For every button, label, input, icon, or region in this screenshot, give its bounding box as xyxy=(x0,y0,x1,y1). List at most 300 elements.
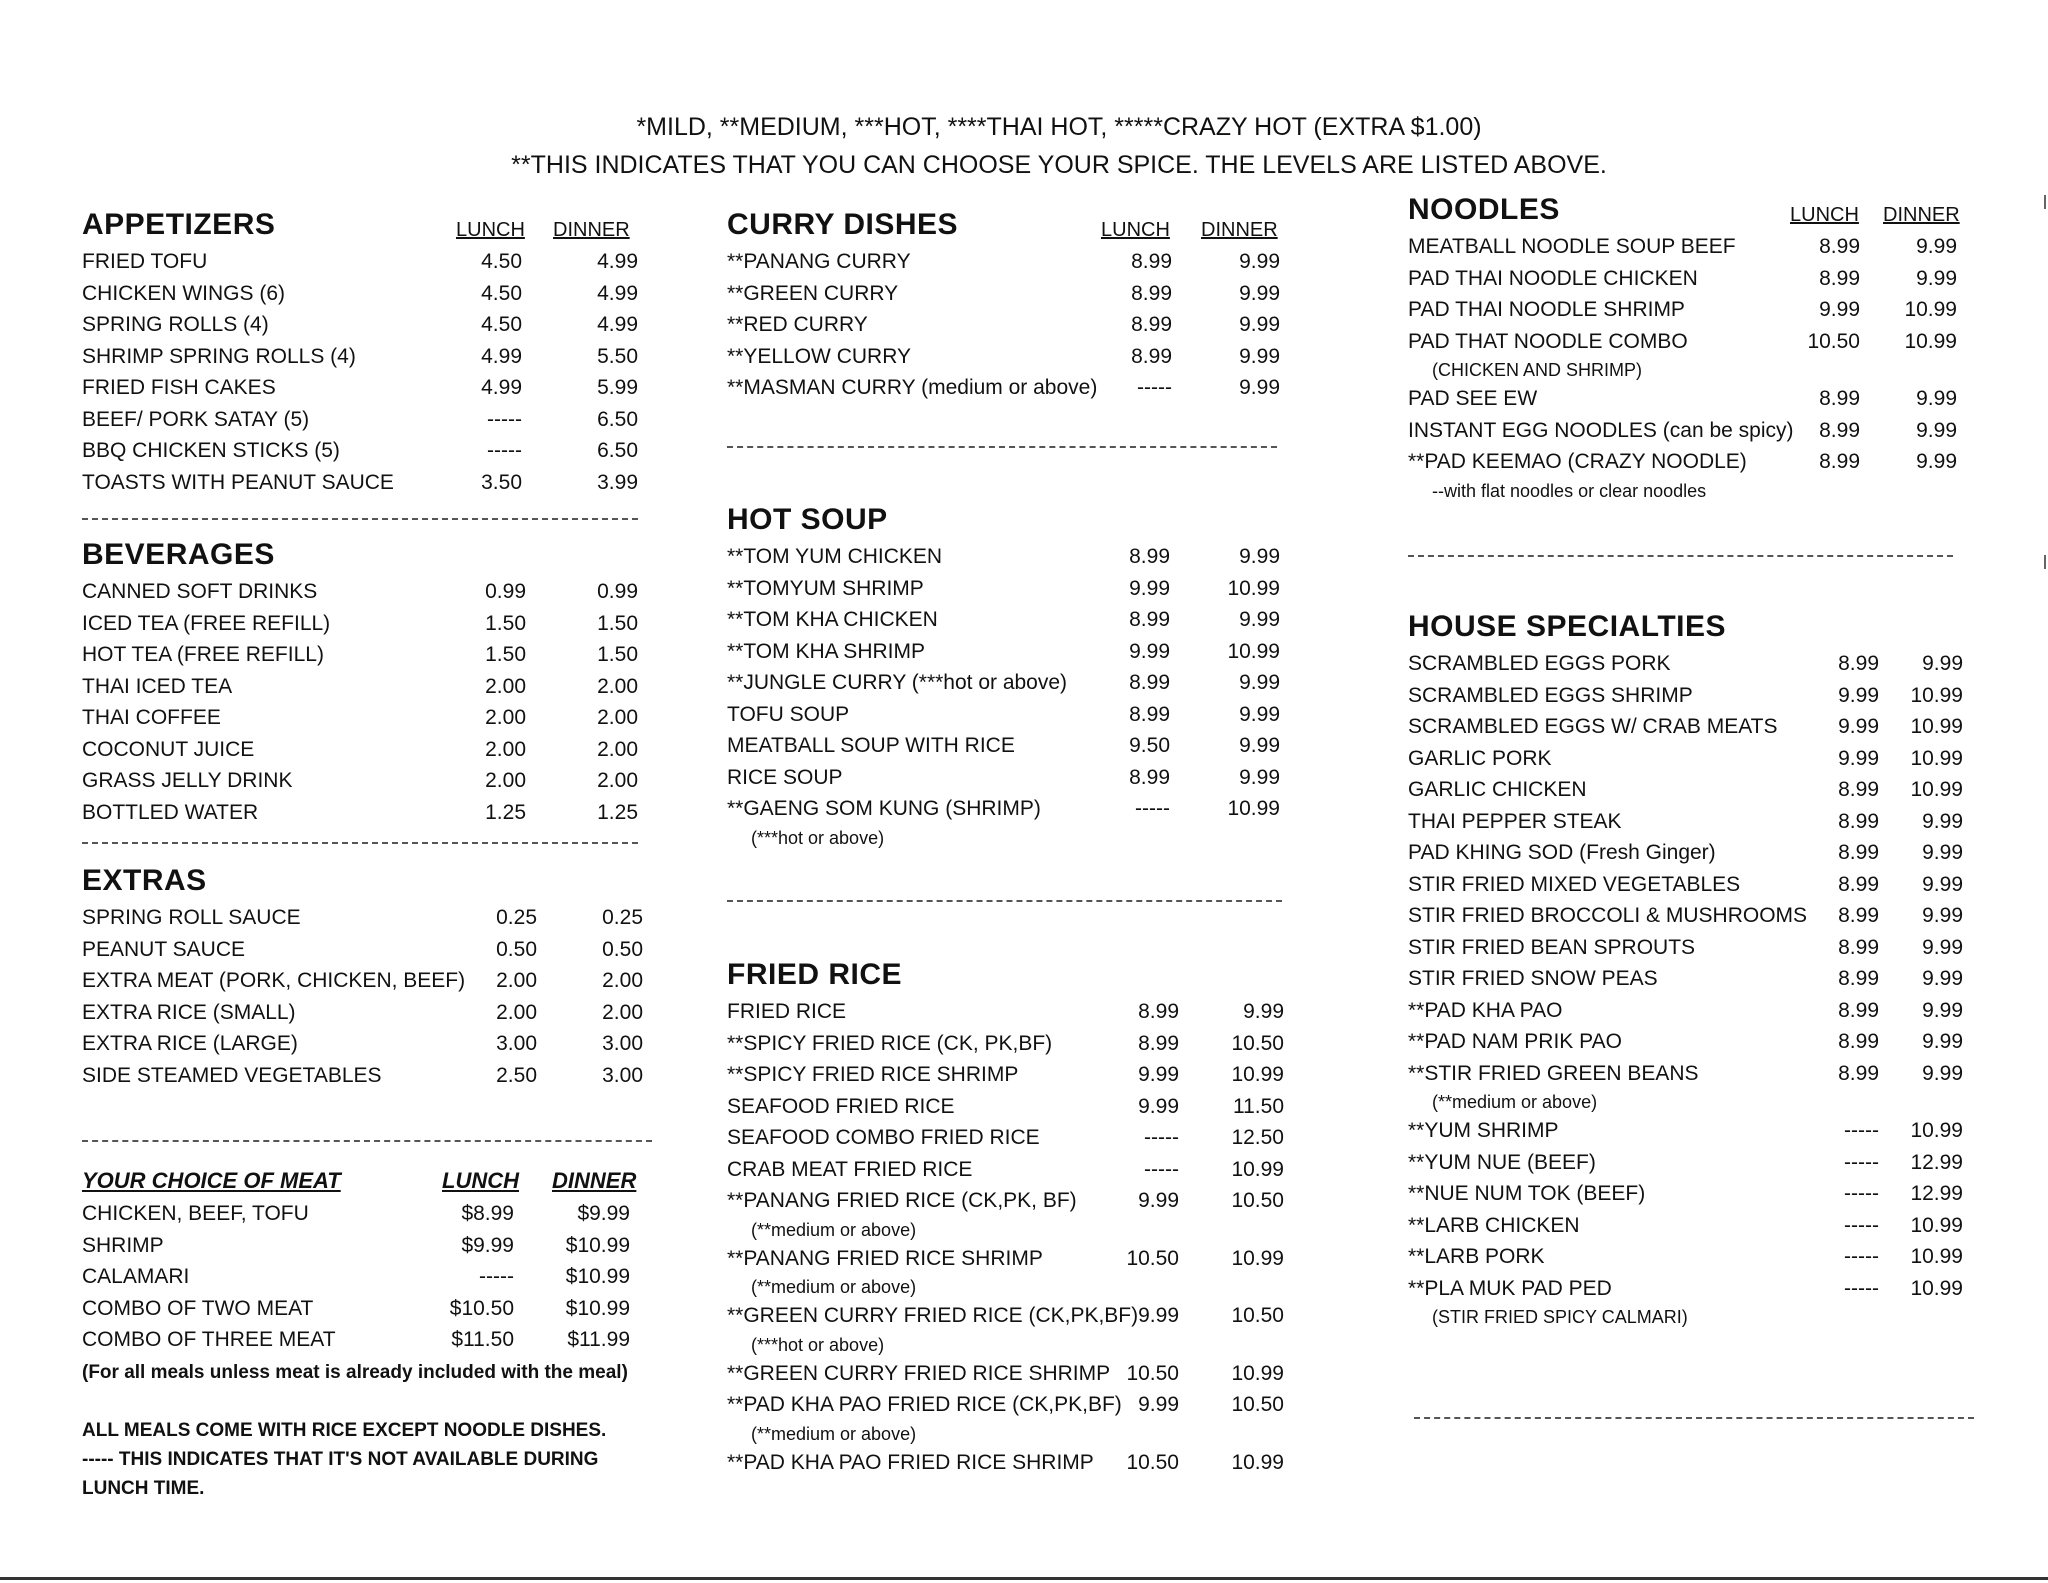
item-name: FRIED RICE xyxy=(727,1000,847,1023)
item-name: GARLIC CHICKEN xyxy=(1408,778,1587,801)
menu-item xyxy=(727,1447,1287,1479)
dinner-price: 10.99 xyxy=(1231,1246,1284,1270)
lunch-price: ----- xyxy=(1844,1182,1879,1205)
dinner-price: 9.99 xyxy=(1916,387,1957,410)
item-name: **TOMYUM SHRIMP xyxy=(727,576,924,600)
menu-item xyxy=(1408,1115,1968,1147)
house-specialties-header xyxy=(1408,602,1968,648)
item-note: --with flat noodles or clear noodles xyxy=(1432,480,1707,501)
menu-item xyxy=(727,573,1287,605)
item-name: FRIED FISH CAKES xyxy=(82,376,276,399)
dinner-price: 1.50 xyxy=(597,611,638,635)
dinner-price: 9.99 xyxy=(1239,734,1280,757)
item-name: SCRAMBLED EGGS W/ CRAB MEATS xyxy=(1408,715,1778,738)
item-name: COMBO OF THREE MEAT xyxy=(82,1328,336,1351)
dinner-price: $9.99 xyxy=(577,1202,630,1225)
menu-item xyxy=(727,793,1287,825)
section-title: YOUR CHOICE OF MEAT xyxy=(82,1168,341,1193)
dinner-price: 3.00 xyxy=(602,1063,643,1087)
extras-list xyxy=(82,902,652,1091)
dinner-price: 9.99 xyxy=(1239,702,1280,726)
lunch-price: ----- xyxy=(1844,1119,1879,1142)
spice-choice-line: **THIS INDICATES THAT YOU CAN CHOOSE YOUR SPICE. THE LEVELS ARE LISTED ABOVE. xyxy=(511,151,1607,179)
item-name: THAI ICED TEA xyxy=(82,674,233,698)
item-name: **GREEN CURRY FRIED RICE (CK,PK,BF) xyxy=(727,1304,1139,1327)
dinner-price: 9.99 xyxy=(1239,281,1280,305)
lunch-price: 8.99 xyxy=(1819,418,1860,442)
dinner-price: 9.99 xyxy=(1922,872,1963,896)
item-name: PAD SEE EW xyxy=(1408,387,1538,410)
dinner-price: 9.99 xyxy=(1916,235,1957,258)
item-name: ICED TEA (FREE REFILL) xyxy=(82,611,331,635)
dinner-price: 10.99 xyxy=(1910,715,1963,738)
menu-item xyxy=(1408,294,1968,326)
dinner-price: 9.99 xyxy=(1243,1000,1284,1023)
dinner-price: 10.99 xyxy=(1910,746,1963,770)
menu-item xyxy=(1408,806,1968,838)
dinner-price: 9.99 xyxy=(1922,935,1963,959)
item-name: MEATBALL SOUP WITH RICE xyxy=(727,734,1015,757)
dinner-price: 10.50 xyxy=(1231,1189,1284,1212)
item-name: TOFU SOUP xyxy=(727,702,850,726)
menu-item xyxy=(82,671,642,703)
item-note: (CHICKEN AND SHRIMP) xyxy=(1432,360,1643,380)
lunch-price: 8.99 xyxy=(1819,235,1860,258)
section-title: FRIED RICE xyxy=(727,958,903,991)
dinner-price: $11.99 xyxy=(567,1328,630,1351)
dinner-price: 10.99 xyxy=(1910,1245,1963,1268)
lunch-price: 2.00 xyxy=(485,706,526,729)
item-name: CHICKEN, BEEF, TOFU xyxy=(82,1202,309,1225)
dinner-price: 2.00 xyxy=(597,674,638,698)
section-divider xyxy=(727,900,1282,902)
noodles-header xyxy=(1408,185,1968,231)
curry-header xyxy=(727,200,1287,246)
lunch-price: 4.50 xyxy=(481,313,522,336)
beverages-header xyxy=(82,530,642,576)
menu-item xyxy=(1408,932,1968,964)
menu-item xyxy=(82,934,652,966)
menu-item xyxy=(82,309,642,341)
item-name: BOTTLED WATER xyxy=(82,800,259,824)
lunch-price: 8.99 xyxy=(1838,904,1879,927)
item-name: TOASTS WITH PEANUT SAUCE xyxy=(82,470,394,494)
section-title: CURRY DISHES xyxy=(727,208,959,241)
lunch-price: 8.99 xyxy=(1819,450,1860,473)
item-name: **STIR FRIED GREEN BEANS xyxy=(1408,1061,1699,1085)
lunch-price: 4.50 xyxy=(481,250,522,273)
menu-item xyxy=(82,1324,652,1356)
lunch-price: 8.99 xyxy=(1838,841,1879,864)
menu-item xyxy=(727,372,1287,404)
lunch-price: 8.99 xyxy=(1838,809,1879,833)
meat-note: (For all meals unless meat is already included with the meal) xyxy=(82,1362,628,1383)
item-name: **PAD NAM PRIK PAO xyxy=(1408,1030,1622,1053)
item-name: **JUNGLE CURRY (***hot or above) xyxy=(727,671,1068,694)
hot-soup-section xyxy=(727,495,1287,851)
dinner-price: 9.99 xyxy=(1922,967,1963,990)
section-title: BEVERAGES xyxy=(82,538,275,571)
curry-list xyxy=(727,246,1287,404)
lunch-price: 9.99 xyxy=(1138,1094,1179,1118)
dinner-price: 10.50 xyxy=(1231,1393,1284,1416)
menu-item xyxy=(82,246,642,278)
menu-item xyxy=(82,467,642,499)
menu-item xyxy=(82,902,652,934)
menu-item xyxy=(727,246,1287,278)
dinner-price: 9.99 xyxy=(1922,1061,1963,1085)
lunch-price: 2.00 xyxy=(485,769,526,792)
dinner-price: 2.00 xyxy=(597,737,638,761)
dinner-price: 10.50 xyxy=(1231,1304,1284,1327)
menu-item xyxy=(1408,711,1968,743)
lunch-price: 1.25 xyxy=(485,800,526,824)
item-name: CANNED SOFT DRINKS xyxy=(82,580,318,603)
item-name: **GREEN CURRY FRIED RICE SHRIMP xyxy=(727,1361,1111,1385)
lunch-price: 9.50 xyxy=(1129,734,1170,757)
item-name: **YELLOW CURRY xyxy=(727,344,911,368)
menu-item xyxy=(82,639,642,671)
lunch-price: 8.99 xyxy=(1129,545,1170,568)
dinner-price: 9.99 xyxy=(1239,376,1280,399)
item-name: SCRAMBLED EGGS SHRIMP xyxy=(1408,683,1693,707)
menu-item xyxy=(727,699,1287,731)
dinner-price: 10.99 xyxy=(1910,1119,1963,1142)
lunch-price: 4.99 xyxy=(481,344,522,368)
noodles-section xyxy=(1408,185,1968,504)
lunch-price: 8.99 xyxy=(1838,1061,1879,1085)
item-name: **GREEN CURRY xyxy=(727,281,899,305)
item-name: GARLIC PORK xyxy=(1408,746,1552,770)
dinner-price: 9.99 xyxy=(1239,765,1280,789)
menu-item xyxy=(727,730,1287,762)
dinner-price: 10.99 xyxy=(1227,797,1280,820)
extras-header xyxy=(82,856,652,902)
dinner-price: 10.99 xyxy=(1904,298,1957,321)
dinner-price: 10.99 xyxy=(1910,778,1963,801)
item-name: PEANUT SAUCE xyxy=(82,937,245,961)
menu-item xyxy=(1408,774,1968,806)
scan-edge-mark xyxy=(2044,195,2046,209)
lunch-price: 4.50 xyxy=(481,281,522,305)
menu-item xyxy=(1408,648,1968,680)
item-name: **SPICY FRIED RICE (CK, PK,BF) xyxy=(727,1031,1053,1055)
dinner-price: 12.50 xyxy=(1231,1126,1284,1149)
section-title: HOT SOUP xyxy=(727,503,888,536)
menu-item xyxy=(727,996,1287,1028)
item-name: SHRIMP SPRING ROLLS (4) xyxy=(82,344,356,368)
menu-item xyxy=(1408,1273,1968,1305)
item-name: CHICKEN WINGS (6) xyxy=(82,281,286,305)
item-name: SEAFOOD COMBO FRIED RICE xyxy=(727,1126,1040,1149)
menu-item xyxy=(1408,680,1968,712)
item-name: EXTRA RICE (LARGE) xyxy=(82,1032,298,1055)
item-name: EXTRA RICE (SMALL) xyxy=(82,1000,296,1024)
menu-item xyxy=(82,435,642,467)
meat-choice-header xyxy=(82,1160,652,1198)
menu-item xyxy=(82,1230,652,1262)
section-divider xyxy=(82,842,638,844)
menu-item xyxy=(1408,837,1968,869)
dinner-price: 12.99 xyxy=(1910,1182,1963,1205)
menu-item xyxy=(727,341,1287,373)
lunch-price: 8.99 xyxy=(1819,266,1860,290)
item-name: **LARB PORK xyxy=(1408,1245,1545,1268)
item-name: SIDE STEAMED VEGETABLES xyxy=(82,1063,382,1087)
lunch-price: 1.50 xyxy=(485,643,526,666)
dinner-price: 10.99 xyxy=(1910,1213,1963,1237)
lunch-price: $11.50 xyxy=(451,1328,514,1351)
dinner-price: 10.99 xyxy=(1231,1063,1284,1086)
lunch-price: 0.50 xyxy=(496,937,537,961)
menu-item xyxy=(727,636,1287,668)
item-note: (**medium or above) xyxy=(751,1277,917,1297)
item-name: COCONUT JUICE xyxy=(82,737,255,761)
section-title: NOODLES xyxy=(1408,193,1560,226)
item-name: SEAFOOD FRIED RICE xyxy=(727,1094,955,1118)
lunch-price: 3.00 xyxy=(496,1032,537,1055)
item-name: CALAMARI xyxy=(82,1265,190,1288)
lunch-price: 8.99 xyxy=(1138,1031,1179,1055)
lunch-price: 8.99 xyxy=(1838,967,1879,990)
menu-item xyxy=(1408,995,1968,1027)
dinner-price: 10.99 xyxy=(1904,329,1957,353)
item-name: STIR FRIED BEAN SPROUTS xyxy=(1408,935,1696,959)
menu-item xyxy=(82,765,642,797)
item-name: **LARB CHICKEN xyxy=(1408,1213,1580,1237)
dinner-price: 2.00 xyxy=(597,769,638,792)
hot-soup-list xyxy=(727,541,1287,851)
menu-item xyxy=(1408,326,1968,358)
lunch-price: 8.99 xyxy=(1131,250,1172,273)
menu-item xyxy=(1408,1058,1968,1090)
item-name: GRASS JELLY DRINK xyxy=(82,769,293,792)
lunch-price: 9.99 xyxy=(1138,1393,1179,1416)
dinner-price: 9.99 xyxy=(1916,418,1957,442)
dinner-price: 6.50 xyxy=(597,407,638,431)
menu-item xyxy=(727,1091,1287,1123)
section-divider xyxy=(1408,555,1953,557)
menu-item xyxy=(1408,1026,1968,1058)
section-title: EXTRAS xyxy=(82,864,207,897)
menu-item xyxy=(82,734,642,766)
menu-item xyxy=(82,1198,652,1230)
section-divider xyxy=(1414,1417,1974,1419)
menu-item xyxy=(82,797,642,829)
dinner-header: DINNER xyxy=(1201,219,1278,241)
lunch-price: 8.99 xyxy=(1138,1000,1179,1023)
dinner-price: 12.99 xyxy=(1910,1150,1963,1174)
menu-item xyxy=(727,309,1287,341)
lunch-price: 10.50 xyxy=(1126,1450,1179,1474)
menu-item xyxy=(82,702,642,734)
dinner-price: 2.00 xyxy=(597,706,638,729)
item-name: STIR FRIED BROCCOLI & MUSHROOMS xyxy=(1408,904,1808,927)
menu-item xyxy=(82,1060,652,1092)
item-name: **PAD KEEMAO (CRAZY NOODLE) xyxy=(1408,450,1747,473)
menu-item xyxy=(727,278,1287,310)
dinner-price: 10.99 xyxy=(1231,1157,1284,1181)
item-name: THAI PEPPER STEAK xyxy=(1408,809,1622,833)
lunch-price: ----- xyxy=(1135,797,1170,820)
menu-item xyxy=(82,576,642,608)
dinner-price: 9.99 xyxy=(1239,608,1280,631)
appetizers-section xyxy=(82,200,642,498)
curry-section xyxy=(727,200,1287,404)
dinner-price: 5.99 xyxy=(597,376,638,399)
lunch-price: 9.99 xyxy=(1138,1189,1179,1212)
lunch-price: 10.50 xyxy=(1126,1246,1179,1270)
item-name: **TOM YUM CHICKEN xyxy=(727,545,943,568)
lunch-price: ----- xyxy=(487,439,522,462)
dinner-price: 6.50 xyxy=(597,439,638,462)
lunch-price: 10.50 xyxy=(1126,1361,1179,1385)
dinner-price: 10.99 xyxy=(1227,576,1280,600)
dinner-price: 9.99 xyxy=(1239,545,1280,568)
dinner-price: 9.99 xyxy=(1239,313,1280,336)
lunch-price: ----- xyxy=(1137,376,1172,399)
item-name: THAI COFFEE xyxy=(82,706,221,729)
item-name: SPRING ROLL SAUCE xyxy=(82,906,301,929)
dinner-price: 9.99 xyxy=(1239,671,1280,694)
lunch-price: 8.99 xyxy=(1838,872,1879,896)
lunch-price: 2.00 xyxy=(485,674,526,698)
dinner-price: 4.99 xyxy=(597,313,638,336)
appetizers-list xyxy=(82,246,642,498)
menu-item xyxy=(727,667,1287,699)
lunch-price: 9.99 xyxy=(1819,298,1860,321)
item-name: PAD KHING SOD (Fresh Ginger) xyxy=(1408,841,1716,864)
item-name: **PANANG FRIED RICE SHRIMP xyxy=(727,1246,1043,1270)
dinner-header: DINNER xyxy=(553,219,630,241)
lunch-price: 8.99 xyxy=(1129,608,1170,631)
lunch-price: 8.99 xyxy=(1838,778,1879,801)
item-name: **PLA MUK PAD PED xyxy=(1408,1276,1612,1300)
dinner-price: 10.99 xyxy=(1910,1276,1963,1300)
menu-item xyxy=(727,1122,1287,1154)
menu-item xyxy=(727,1243,1287,1275)
item-note: (**medium or above) xyxy=(751,1423,917,1444)
item-name: INSTANT EGG NOODLES (can be spicy) xyxy=(1408,418,1794,442)
dinner-price: 5.50 xyxy=(597,344,638,368)
dinner-price: 11.50 xyxy=(1233,1094,1284,1118)
dinner-price: 2.00 xyxy=(602,969,643,992)
dinner-price: 0.50 xyxy=(602,937,643,961)
lunch-price: ----- xyxy=(1844,1150,1879,1174)
menu-item xyxy=(727,1358,1287,1390)
lunch-price: 3.50 xyxy=(481,470,522,494)
item-name: PAD THAT NOODLE COMBO xyxy=(1408,329,1688,353)
item-name: **YUM SHRIMP xyxy=(1408,1119,1559,1142)
lunch-price: $8.99 xyxy=(461,1202,514,1225)
fried-rice-section xyxy=(727,950,1287,1478)
lunch-price: 1.50 xyxy=(485,611,526,635)
menu-item xyxy=(1408,963,1968,995)
lunch-price: 8.99 xyxy=(1129,765,1170,789)
lunch-price: $9.99 xyxy=(461,1233,514,1257)
menu-item xyxy=(727,1185,1287,1217)
menu-item xyxy=(1408,1178,1968,1210)
dinner-header: DINNER xyxy=(552,1168,637,1193)
menu-item xyxy=(1408,1241,1968,1273)
menu-item xyxy=(82,1028,652,1060)
menu-item xyxy=(727,541,1287,573)
lunch-price: ----- xyxy=(1144,1126,1179,1149)
item-name: STIR FRIED MIXED VEGETABLES xyxy=(1408,872,1741,896)
lunch-price: 9.99 xyxy=(1838,746,1879,770)
section-divider xyxy=(82,518,638,520)
menu-item xyxy=(82,997,652,1029)
scan-edge-mark xyxy=(2044,555,2046,569)
dinner-price: 9.99 xyxy=(1922,809,1963,833)
dinner-price: 9.99 xyxy=(1239,250,1280,273)
section-divider xyxy=(82,1140,652,1142)
dinner-price: 9.99 xyxy=(1916,266,1957,290)
dinner-price: 2.00 xyxy=(602,1000,643,1024)
lunch-header: LUNCH xyxy=(456,219,525,241)
lunch-header: LUNCH xyxy=(442,1168,519,1193)
menu-item xyxy=(727,762,1287,794)
lunch-price: ----- xyxy=(1844,1213,1879,1237)
dinner-price: 9.99 xyxy=(1239,344,1280,368)
appetizers-header xyxy=(82,200,642,246)
hot-soup-header xyxy=(727,495,1287,541)
menu-item xyxy=(1408,743,1968,775)
item-name: MEATBALL NOODLE SOUP BEEF xyxy=(1408,235,1736,258)
dinner-price: 9.99 xyxy=(1922,998,1963,1022)
item-note: (STIR FRIED SPICY CALMARI) xyxy=(1432,1307,1688,1327)
menu-item xyxy=(82,278,642,310)
dinner-price: 1.25 xyxy=(597,800,638,824)
menu-item xyxy=(1408,869,1968,901)
extras-section xyxy=(82,856,652,1091)
item-note: (***hot or above) xyxy=(751,1334,885,1355)
lunch-price: 9.99 xyxy=(1138,1304,1179,1327)
section-title: APPETIZERS xyxy=(82,208,276,241)
lunch-price: ----- xyxy=(1844,1245,1879,1268)
dinner-price: 9.99 xyxy=(1922,652,1963,675)
dinner-header: DINNER xyxy=(1883,204,1960,226)
meat-choice-list xyxy=(82,1198,652,1356)
dinner-price: 1.50 xyxy=(597,643,638,666)
lunch-price: 0.25 xyxy=(496,906,537,929)
bottom-rule xyxy=(0,1577,2048,1580)
lunch-price: 9.99 xyxy=(1129,576,1170,600)
lunch-price: 8.99 xyxy=(1129,671,1170,694)
menu-item xyxy=(1408,415,1968,447)
item-name: FRIED TOFU xyxy=(82,250,208,273)
dinner-price: 3.99 xyxy=(597,470,638,494)
menu-item xyxy=(82,608,642,640)
dinner-price: 9.99 xyxy=(1916,450,1957,473)
dinner-price: 10.99 xyxy=(1231,1450,1284,1474)
lunch-price: 8.99 xyxy=(1131,313,1172,336)
item-name: **TOM KHA CHICKEN xyxy=(727,608,938,631)
lunch-price: ----- xyxy=(1844,1276,1879,1300)
item-name: SPRING ROLLS (4) xyxy=(82,313,269,336)
unavailable-note: ----- THIS INDICATES THAT IT'S NOT AVAILABLE DURING LUNCH TIME. xyxy=(82,1449,599,1499)
item-name: BBQ CHICKEN STICKS (5) xyxy=(82,439,340,462)
item-name: **GAENG SOM KUNG (SHRIMP) xyxy=(727,797,1041,820)
item-note: (***hot or above) xyxy=(751,827,885,848)
beverages-section xyxy=(82,530,642,828)
menu-item xyxy=(82,372,642,404)
item-name: **TOM KHA SHRIMP xyxy=(727,639,925,663)
item-name: SCRAMBLED EGGS PORK xyxy=(1408,652,1671,675)
item-name: **SPICY FRIED RICE SHRIMP xyxy=(727,1063,1019,1086)
item-name: COMBO OF TWO MEAT xyxy=(82,1296,314,1320)
menu-item xyxy=(1408,231,1968,263)
